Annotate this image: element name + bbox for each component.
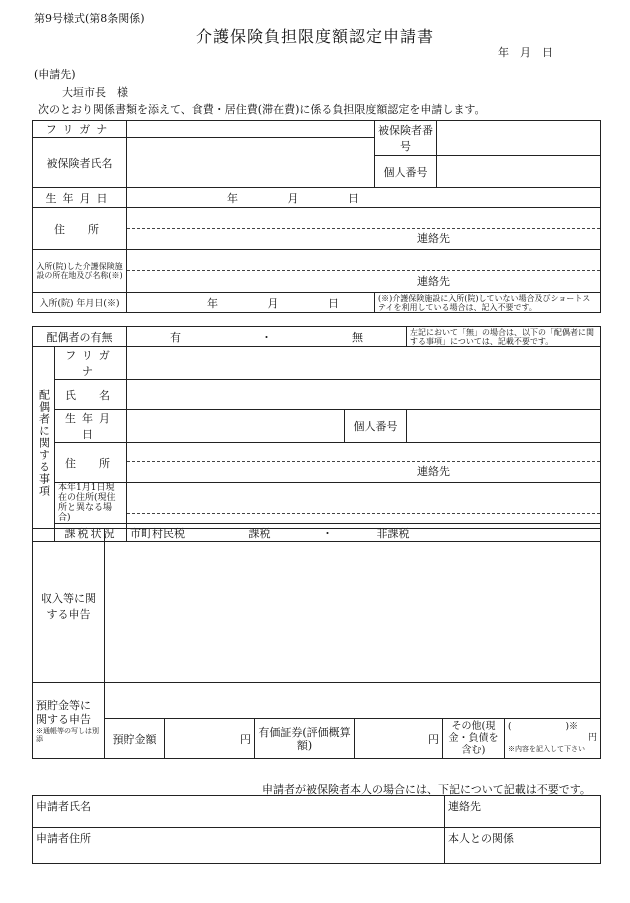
savings-free-field[interactable] — [105, 683, 601, 719]
savings-label-cell — [33, 683, 113, 759]
facility-contact-label: 連絡先 — [417, 275, 450, 288]
income-label: 収入等に関する申告 — [33, 529, 105, 683]
deposit-field[interactable]: 円 — [165, 719, 255, 759]
facility-field[interactable] — [127, 250, 601, 293]
other-field[interactable] — [505, 719, 601, 759]
page-title: 介護保険負担限度額認定申請書 — [195, 27, 434, 46]
application-date[interactable]: 年 月 日 — [498, 46, 553, 59]
applicant-name-field[interactable] — [33, 796, 445, 828]
applicant-contact-field[interactable] — [445, 796, 601, 828]
form-number: 第9号様式(第8条関係) — [34, 12, 145, 25]
income-field[interactable] — [105, 526, 601, 683]
spouse-presence-note: 左記において「無」の場合は、以下の「配偶者に関する事項」については、記載不要です。 — [407, 327, 601, 347]
spouse-personal-number-label: 個人番号 — [345, 410, 407, 443]
income-table — [32, 528, 601, 759]
facility-note: (※)介護保険施設に入所(院)していない場合及びショートステイを利用している場合は、記入不要です。 — [375, 293, 601, 313]
securities-field[interactable]: 円 — [355, 719, 443, 759]
furigana-label: フリガナ — [33, 121, 127, 138]
spouse-dot: ・ — [261, 330, 272, 344]
spouse-prev-address-label: 本年1月1日現在の住所(現住所と異なる場合) — [55, 483, 127, 524]
personal-number-label: 個人番号 — [375, 156, 437, 188]
spouse-name-label: 氏 名 — [55, 380, 127, 410]
spouse-furigana-label: フリガナ — [55, 347, 127, 380]
address-label: 住 所 — [33, 208, 127, 250]
applicant-note: 申請者が被保険者本人の場合には、下記について記載は不要です。 — [262, 783, 591, 796]
spouse-personal-number-field[interactable] — [407, 410, 601, 443]
savings-note: ※通帳等の写しは別 添 — [36, 726, 113, 743]
furigana-field[interactable] — [127, 121, 375, 138]
addressee-label: (申請先) — [34, 68, 76, 81]
spouse-name-field[interactable] — [127, 380, 601, 410]
deposit-label: 預貯金額 — [105, 719, 165, 759]
admission-field[interactable]: 年 月 日 — [127, 293, 375, 313]
applicant-address-label: 申請者住所 — [36, 832, 91, 845]
applicant-relation-field[interactable] — [445, 828, 601, 864]
other-note: ※内容を記入して下さい — [508, 745, 585, 753]
insured-number-label: 被保険者番号 — [375, 121, 437, 156]
spouse-yes[interactable]: 有 — [170, 330, 181, 344]
other-paren: ( )※ — [508, 722, 579, 732]
tax-municipal-label: 市町村民税 — [130, 526, 185, 540]
other-label: その他(現金・負債を含む) — [443, 719, 505, 759]
insured-name-label: 被保険者氏名 — [33, 138, 127, 188]
applicant-contact-label: 連絡先 — [448, 800, 481, 813]
address-contact-label: 連絡先 — [417, 232, 450, 245]
spouse-no[interactable]: 無 — [352, 330, 363, 344]
savings-label: 預貯金等に関する申告 — [36, 698, 91, 726]
spouse-table — [32, 326, 601, 542]
securities-label: 有価証券(評価概算額) — [255, 719, 355, 759]
tax-status-label: 課税状況 — [55, 524, 127, 542]
applicant-address-field[interactable] — [33, 828, 445, 864]
admission-label: 入所(院) 年月日(※) — [33, 293, 127, 313]
spouse-section-label: 配偶者に関する事項 — [33, 347, 55, 542]
spouse-address-field[interactable] — [127, 443, 601, 483]
spouse-contact-label: 連絡先 — [417, 465, 450, 478]
applicant-relation-label: 本人との関係 — [448, 832, 514, 845]
tax-untaxed[interactable]: 非課税 — [376, 526, 410, 540]
other-yen: 円 — [588, 733, 598, 743]
address-field[interactable] — [127, 208, 601, 250]
insured-table — [32, 120, 601, 313]
spouse-birth-label: 生年月日 — [55, 410, 127, 443]
insured-number-field[interactable] — [437, 121, 601, 156]
personal-number-field[interactable] — [437, 156, 601, 188]
addressee: 大垣市長 様 — [62, 86, 128, 99]
spouse-prev-address-field[interactable] — [127, 483, 601, 524]
facility-label: 入所(院)した介護保険施設の所在地及び名称(※) — [33, 250, 127, 293]
tax-dot: ・ — [322, 526, 333, 540]
intro-text: 次のとおり関係書類を添えて、食費・居住費(滞在費)に係る負担限度額認定を申請します。 — [38, 103, 486, 116]
spouse-furigana-field[interactable] — [127, 347, 601, 380]
spouse-presence-field[interactable] — [127, 327, 407, 347]
tax-taxed[interactable]: 課税 — [248, 526, 271, 540]
applicant-table — [32, 795, 601, 864]
spouse-address-label: 住 所 — [55, 443, 127, 483]
birth-field[interactable]: 年 月 日 — [127, 188, 601, 208]
spouse-birth-field[interactable] — [127, 410, 345, 443]
applicant-name-label: 申請者氏名 — [36, 800, 91, 813]
spouse-presence-label: 配偶者の有無 — [33, 327, 127, 347]
birth-label: 生年月日 — [33, 188, 127, 208]
insured-name-field[interactable] — [127, 138, 375, 188]
